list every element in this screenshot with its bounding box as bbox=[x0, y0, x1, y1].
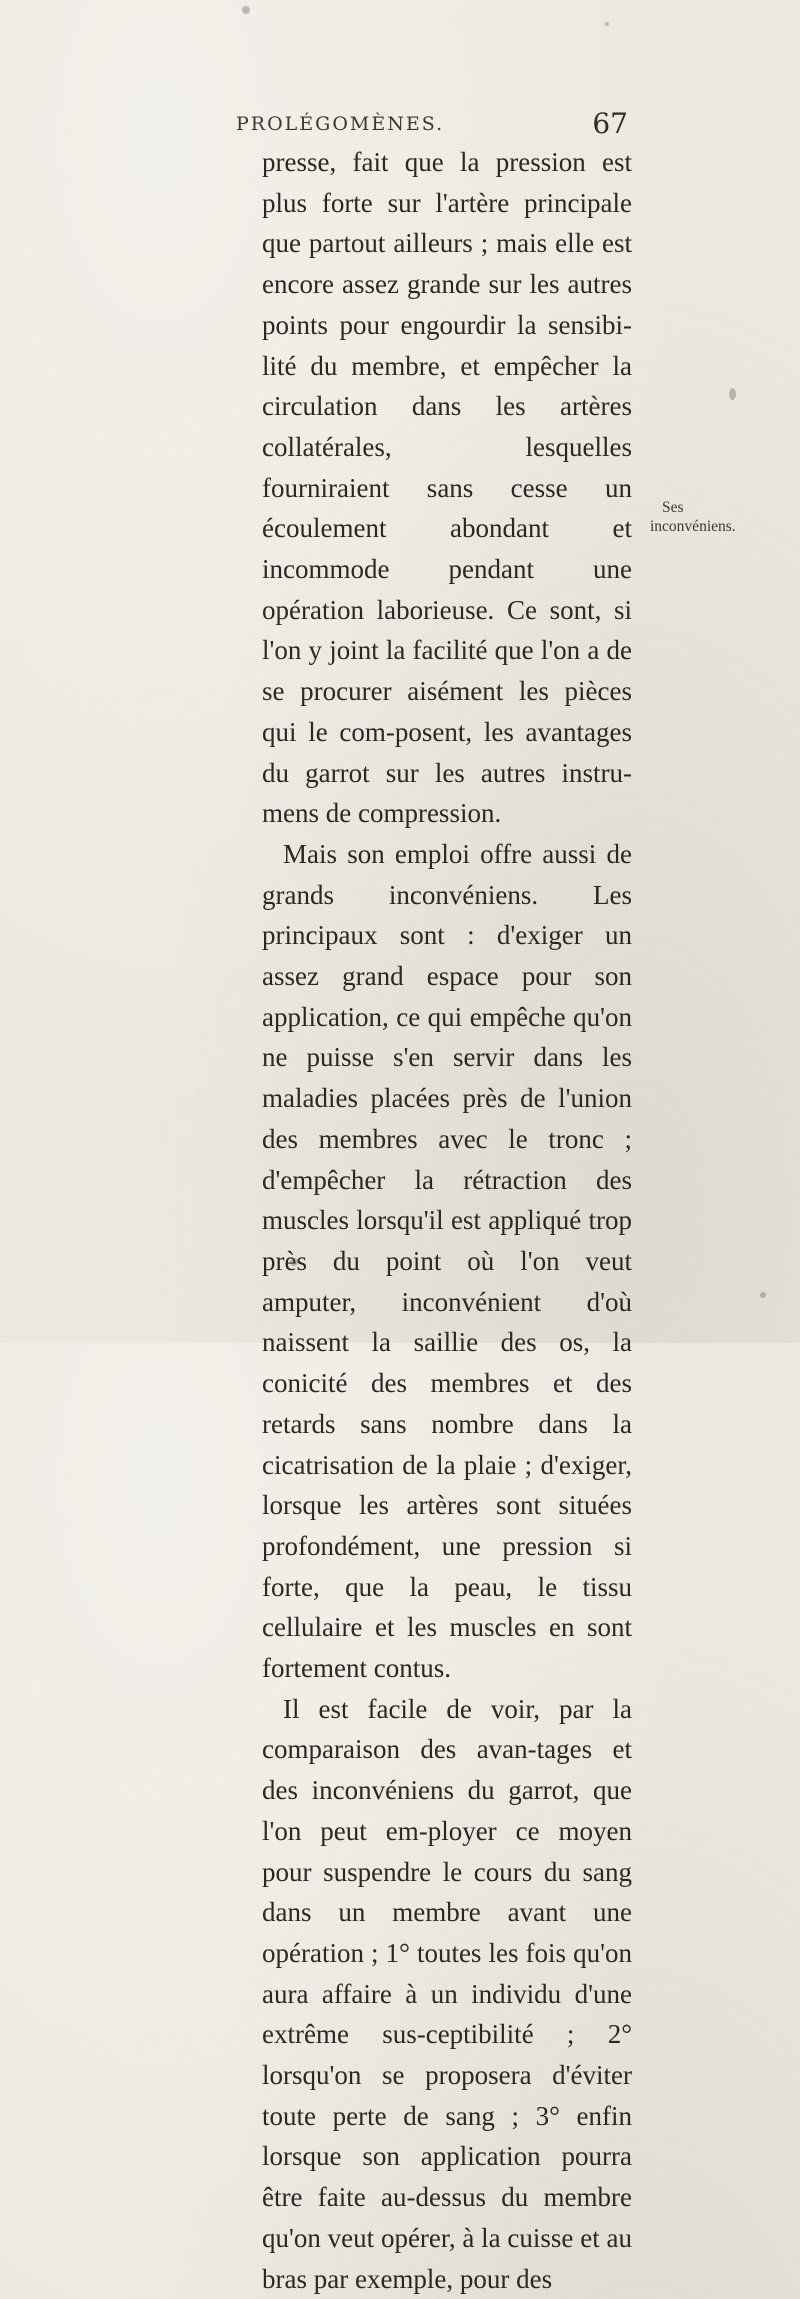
body-text bbox=[262, 142, 632, 2299]
marginal-note bbox=[650, 498, 770, 536]
marginal-note-line-1: Ses bbox=[662, 499, 684, 516]
paper-speck bbox=[760, 1292, 766, 1298]
paragraph-1: presse, fait que la pression est plus forte sur l'artère principale que partout ailleurs ; mais elle est encore assez grande sur les autres points pour engourdir la sensibi-lité du membre, et empêcher la circulation dans les artères collatérales, lesquelles fourniraient sans cesse un écoulement abondant et incommode pendant une opération laborieuse. Ce sont, si l'on y joint la facilité que l'on a de se procurer aisément les pièces qui le com-posent, les avantages du garrot sur les autres instru-mens de compression. bbox=[262, 147, 632, 829]
paragraph-2: Mais son emploi offre aussi de grands inconvéniens. Les principaux sont : d'exiger un assez grand espace pour son application, ce qui empêche qu'on ne puisse s'en servir dans les maladies placées près de l'union des membres avec le tronc ; d'empêcher la rétraction des muscles lorsqu'il est appliqué trop près du point où l'on veut amputer, inconvénient d'où naissent la saillie des os, la conicité des membres et des retards sans nombre dans la cicatrisation de la plaie ; d'exiger, lorsque les artères sont situées profondément, une pression si forte, que la peau, le tissu cellulaire et les muscles en sont fortement contus. bbox=[262, 838, 632, 1684]
page-header bbox=[236, 107, 628, 141]
marginal-note-line-2: inconvéniens. bbox=[650, 518, 736, 535]
page-number: 67 bbox=[592, 107, 628, 140]
paper-speck bbox=[242, 6, 250, 14]
paper-speck bbox=[290, 1258, 298, 1266]
running-head: PROLÉGOMÈNES. bbox=[236, 113, 445, 135]
paper-speck bbox=[605, 22, 609, 26]
paper-speck bbox=[729, 388, 736, 400]
paragraph-3: Il est facile de voir, par la comparaison des avan-tages et des inconvéniens du garrot, que l'on peut em-ployer ce moyen pour suspendre le cours du sang dans un membre avant une opération ; 1° toutes les fois qu'on aura affaire à un individu d'une extrême sus-ceptibilité ; 2° lorsqu'on se proposera d'éviter toute perte de sang ; 3° enfin lorsque son application pourra être faite au-dessus du membre qu'on veut opérer, à la cuisse et au bras par exemple, pour des bbox=[262, 1693, 632, 2294]
